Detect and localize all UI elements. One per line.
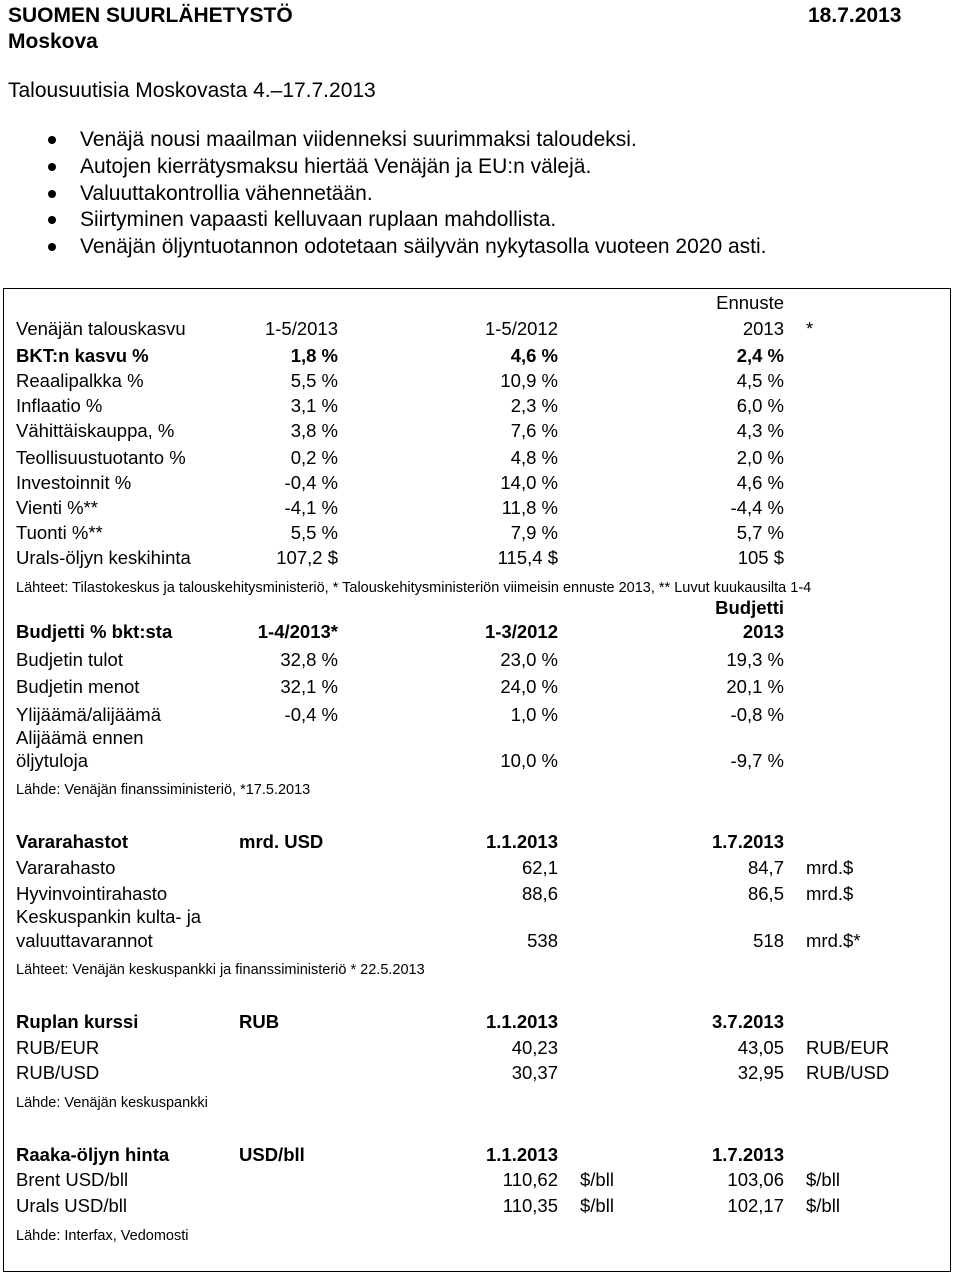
growth-value: 105 $ [737,547,784,568]
budget-value: 20,1 % [726,676,784,697]
bullet-text: Autojen kierrätysmaksu hiertää Venäjän ja EU:n välejä. [80,154,592,178]
growth-value: 3,8 % [290,420,338,441]
news-bullet-list [0,127,767,261]
budget-header-col3: 2013 [742,621,784,642]
growth-value: -4,4 % [730,497,784,518]
growth-row-label: BKT:n kasvu % [16,345,149,366]
budget-value: 23,0 % [500,649,558,670]
bullet-dot-icon [48,136,56,144]
growth-value: 115,4 $ [497,547,558,568]
ruble-header-label: Ruplan kurssi [16,1011,139,1032]
embassy-name: SUOMEN SUURLÄHETYSTÖ [8,4,293,27]
growth-value: 10,9 % [500,370,558,391]
budget-value: 24,0 % [500,676,558,697]
oil-row-label: Urals USD/bll [16,1195,128,1216]
ruble-value: 43,05 [737,1037,784,1058]
forecast-header: Ennuste [716,292,784,313]
ruble-unit: RUB/EUR [806,1037,890,1058]
bullet-text: Venäjän öljyntuotannon odotetaan säilyvän nykytasolla vuoteen 2020 asti. [80,235,767,259]
forecast-footnote-mark: * [806,318,814,339]
bullet-item [0,207,767,234]
document-title: Talousuutisia Moskovasta 4.–17.7.2013 [8,79,376,102]
oil-unit: $/bll [580,1195,614,1216]
reserves-header-unit: mrd. USD [239,831,324,852]
reserves-row-label: valuuttavarannot [16,930,153,951]
growth-value: 4,3 % [736,420,784,441]
budget-header-col2: 1-3/2012 [484,621,558,642]
ruble-header-col2: 3.7.2013 [711,1011,784,1032]
growth-value: 7,9 % [510,522,558,543]
growth-source-note: Lähteet: Tilastokeskus ja talouskehitysministeriö, * Talouskehitysministeriön viimeisin ennuste 2013, ** Luvut kuukausilta 1-4 [16,580,812,596]
oil-unit: $/bll [580,1169,614,1190]
oil-header-label: Raaka-öljyn hinta [16,1144,170,1165]
growth-value: 1,8 % [290,345,338,366]
budget-value: -0,4 % [284,704,338,725]
budget-value: -0,8 % [730,704,784,725]
bullet-item [0,181,767,208]
growth-value: 4,6 % [736,472,784,493]
ruble-unit: RUB/USD [806,1062,890,1083]
growth-row-label: Investoinnit % [16,472,132,493]
growth-value: 0,2 % [290,447,338,468]
reserves-value: 88,6 [521,883,558,904]
growth-row-label: Vienti %** [16,497,98,518]
budget-value: 19,3 % [726,649,784,670]
reserves-row-label: Vararahasto [16,857,116,878]
growth-value: 5,5 % [290,370,338,391]
growth-value: 107,2 $ [276,547,338,568]
reserves-unit: mrd.$ [806,883,854,904]
reserves-row-label: Keskuspankin kulta- ja [16,906,202,927]
ruble-source-note: Lähde: Venäjän keskuspankki [16,1095,208,1111]
growth-header-col2: 1-5/2012 [484,318,558,339]
oil-source-note: Lähde: Interfax, Vedomosti [16,1228,189,1244]
reserves-value: 518 [753,930,784,951]
growth-row-label: Vähittäiskauppa, % [16,420,175,441]
oil-header-unit: USD/bll [239,1144,305,1165]
ruble-value: 40,23 [511,1037,558,1058]
reserves-unit: mrd.$ [806,857,854,878]
growth-value: 3,1 % [290,395,338,416]
growth-value: 6,0 % [736,395,784,416]
budget-value: 32,1 % [280,676,338,697]
bullet-dot-icon [48,216,56,224]
growth-value: 4,8 % [510,447,558,468]
growth-row-label: Reaalipalkka % [16,370,144,391]
budget-value: 32,8 % [280,649,338,670]
growth-row-label: Teollisuustuotanto % [16,447,186,468]
ruble-row-label: RUB/EUR [16,1037,100,1058]
budget-row-label: Budjetin tulot [16,649,123,670]
budget-source-note: Lähde: Venäjän finanssiministeriö, *17.5.2013 [16,782,311,798]
oil-value: 102,17 [727,1195,784,1216]
bullet-text: Siirtyminen vapaasti kelluvaan ruplaan mahdollista. [80,208,557,232]
document-date: 18.7.2013 [808,4,902,27]
growth-value: 11,8 % [501,497,558,518]
reserves-source-note: Lähteet: Venäjän keskuspankki ja finanssiministeriö * 22.5.2013 [16,962,425,978]
growth-value: -0,4 % [284,472,338,493]
budget-header-label: Budjetti % bkt:sta [16,621,173,642]
growth-value: 7,6 % [510,420,558,441]
oil-header-col2: 1.7.2013 [711,1144,784,1165]
budget-forecast-header: Budjetti [715,597,784,618]
oil-value: 110,62 [502,1169,558,1190]
oil-row-label: Brent USD/bll [16,1169,129,1190]
budget-row-label: Ylijäämä/alijäämä [16,704,161,725]
ruble-value: 32,95 [737,1062,784,1083]
budget-value: 1,0 % [510,704,558,725]
budget-row-label: Budjetin menot [16,676,140,697]
growth-header-col1: 1-5/2013 [264,318,338,339]
growth-value: -4,1 % [284,497,338,518]
reserves-header-col1: 1.1.2013 [485,831,558,852]
oil-unit: $/bll [806,1169,840,1190]
ruble-value: 30,37 [511,1062,558,1083]
growth-value: 14,0 % [500,472,558,493]
reserves-value: 62,1 [521,857,558,878]
bullet-item [0,127,767,154]
budget-header-col1: 1-4/2013* [257,621,338,642]
growth-row-label: Tuonti %** [16,522,103,543]
reserves-header-label: Vararahastot [16,831,129,852]
growth-value: 2,0 % [736,447,784,468]
growth-value: 2,3 % [510,395,558,416]
budget-row-label: öljytuloja [16,750,88,771]
reserves-value: 86,5 [747,883,784,904]
growth-row-label: Urals-öljyn keskihinta [16,547,191,568]
growth-row-label: Inflaatio % [16,395,103,416]
oil-value: 110,35 [502,1195,558,1216]
budget-row-label: Alijäämä ennen [16,727,144,748]
oil-value: 103,06 [727,1169,784,1190]
growth-value: 2,4 % [736,345,784,366]
bullet-item [0,154,767,181]
bullet-dot-icon [48,163,56,171]
bullet-item [0,234,767,261]
growth-value: 4,6 % [510,345,558,366]
city-name: Moskova [8,30,98,53]
oil-unit: $/bll [806,1195,840,1216]
oil-header-col1: 1.1.2013 [485,1144,558,1165]
bullet-dot-icon [48,243,56,251]
growth-header-col3: 2013 [742,318,784,339]
growth-value: 4,5 % [736,370,784,391]
reserves-row-label: Hyvinvointirahasto [16,883,168,904]
growth-header-label: Venäjän talouskasvu [16,318,186,339]
reserves-unit: mrd.$* [806,930,861,951]
growth-value: 5,7 % [736,522,784,543]
budget-value: 10,0 % [500,750,558,771]
bullet-text: Valuuttakontrollia vähennetään. [80,181,373,205]
ruble-header-unit: RUB [239,1011,280,1032]
growth-value: 5,5 % [290,522,338,543]
budget-value: -9,7 % [730,750,784,771]
ruble-header-col1: 1.1.2013 [485,1011,558,1032]
reserves-value: 538 [527,930,558,951]
reserves-value: 84,7 [747,857,784,878]
bullet-dot-icon [48,190,56,198]
bullet-text: Venäjä nousi maailman viidenneksi suurimmaksi taloudeksi. [80,128,637,151]
reserves-header-col2: 1.7.2013 [711,831,784,852]
ruble-row-label: RUB/USD [16,1062,100,1083]
